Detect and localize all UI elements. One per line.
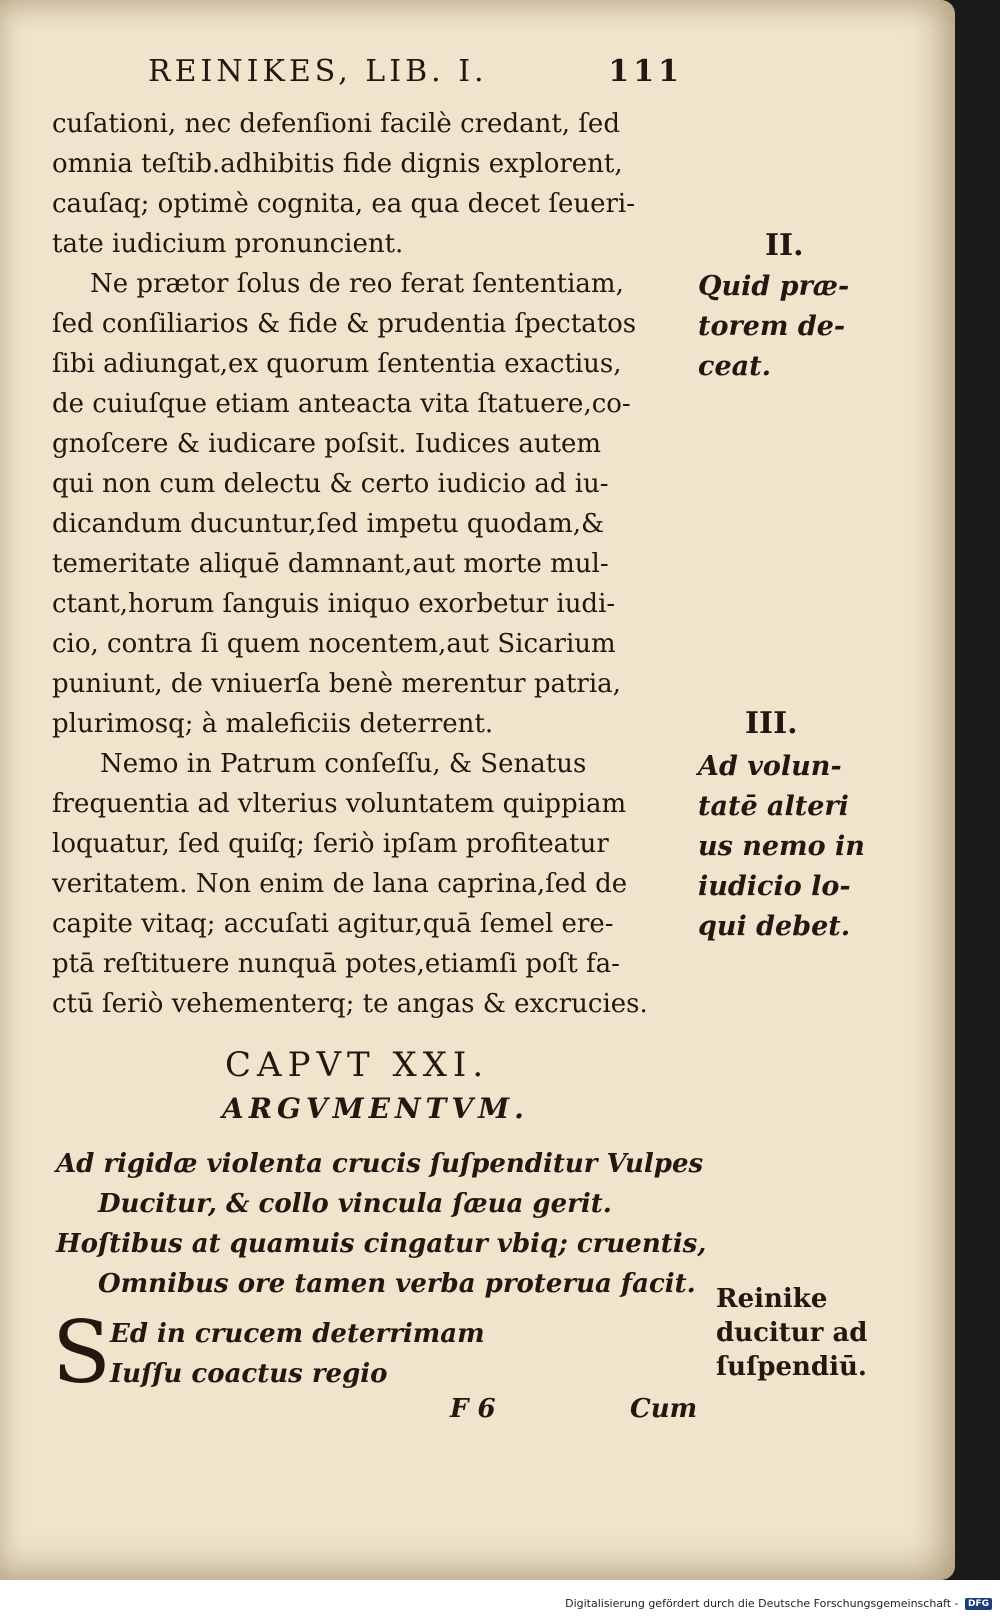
running-header	[148, 52, 683, 96]
body-line: temeritate aliquē damnant,aut morte mul-	[52, 549, 609, 579]
body-line: de cuiuſque etiam anteacta vita ſtatuere,co-	[52, 389, 631, 419]
body-line: frequentia ad vlterius voluntatem quippiam	[52, 789, 627, 819]
dfg-logo-icon: DFG	[965, 1598, 992, 1610]
margin-note-line: Ad volun-	[698, 751, 842, 782]
margin-number: III.	[745, 706, 798, 741]
margin-note-line: us nemo in	[698, 831, 865, 862]
footer-credit	[565, 1597, 992, 1610]
body-line: ctū ſeriò vehementerq; te angas & excrucies.	[52, 989, 648, 1019]
body-line: ptā reſtituere nunquā potes,etiamſi poſt fa-	[52, 949, 620, 979]
page-number: 111	[608, 54, 683, 89]
footer-bar	[0, 1580, 1000, 1620]
argumentum-heading: ARGVMENTVM.	[222, 1092, 529, 1125]
body-line: loquatur, ſed quiſq; ſeriò ipſam profiteatur	[52, 829, 609, 859]
footer-credit-text: Digitalisierung gefördert durch die Deutsche Forschungsgemeinschaft -	[565, 1597, 959, 1610]
opening-line: Ed in crucem deterrimam	[110, 1319, 485, 1349]
body-line: ſed conſiliarios & fide & prudentia ſpectatos	[52, 309, 637, 339]
body-line: Nemo in Patrum conſeſſu, & Senatus	[100, 749, 587, 779]
margin-note-line: Quid præ-	[698, 271, 850, 302]
side-note-line: ducitur ad	[716, 1318, 868, 1348]
body-line: gnoſcere & iudicare poſsit. Iudices autem	[52, 429, 602, 459]
body-line: capite vitaq; accuſati agitur,quā ſemel ere-	[52, 909, 614, 939]
signature-mark: F 6	[450, 1394, 496, 1424]
side-note-line: Reinike	[716, 1284, 828, 1314]
body-line: ctant,horum ſanguis iniquo exorbetur iudi-	[52, 589, 616, 619]
body-line: cauſaq; optimè cognita, ea qua decet ſeueri-	[52, 189, 636, 219]
body-line: omnia teſtib.adhibitis fide dignis explorent,	[52, 149, 623, 179]
body-line: tate iudicium pronuncient.	[52, 229, 404, 259]
margin-number: II.	[765, 228, 804, 263]
body-line: cuſationi, nec defenſioni facilè credant, ſed	[52, 109, 620, 139]
body-line: veritatem. Non enim de lana caprina,ſed de	[52, 869, 628, 899]
body-line: Ne prætor ſolus de reo ferat ſententiam,	[90, 269, 624, 299]
body-line: puniunt, de vniuerſa benè merentur patria,	[52, 669, 621, 699]
running-title: REINIKES, LIB. I.	[148, 54, 488, 89]
body-line: qui non cum delectu & certo iudicio ad iu-	[52, 469, 609, 499]
body-line: ſibi adiungat,ex quorum ſententia exactius,	[52, 349, 622, 379]
margin-note-line: tatē alteri	[698, 791, 849, 822]
side-note-line: ſuſpendiū.	[716, 1352, 867, 1382]
margin-note-line: qui debet.	[698, 911, 851, 942]
margin-note-line: torem de-	[698, 311, 846, 342]
verse-line: Hoſtibus at quamuis cingatur vbiq; cruentis,	[56, 1229, 707, 1259]
verse-line: Omnibus ore tamen verba proterua facit.	[98, 1269, 696, 1299]
body-line: cio, contra ſi quem nocentem,aut Sicarium	[52, 629, 616, 659]
verse-line: Ducitur, & collo vincula ſæua gerit.	[98, 1189, 612, 1219]
opening-line: Iuſſu coactus regio	[110, 1359, 388, 1389]
chapter-heading: CAPVT XXI.	[225, 1045, 490, 1085]
margin-note-line: ceat.	[698, 351, 771, 382]
drop-cap: S	[52, 1303, 111, 1403]
body-line: plurimosq; à maleficiis deterrent.	[52, 709, 494, 739]
catchword: Cum	[630, 1394, 698, 1424]
verse-line: Ad rigidæ violenta crucis ſuſpenditur Vulpes	[56, 1149, 704, 1179]
body-line: dicandum ducuntur,ſed impetu quodam,&	[52, 509, 605, 539]
margin-note-line: iudicio lo-	[698, 871, 851, 902]
